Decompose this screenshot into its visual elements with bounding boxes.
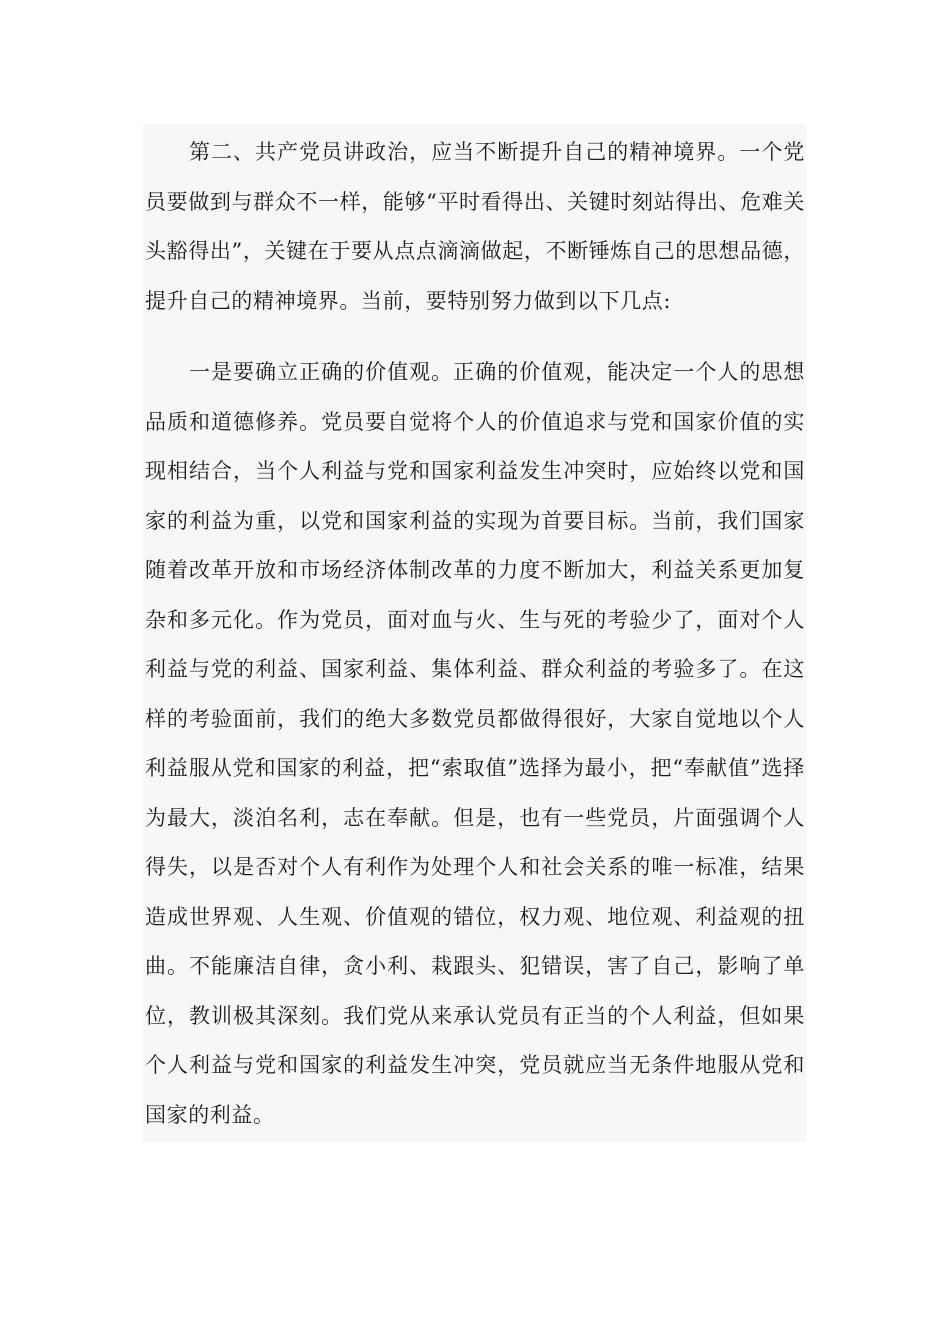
paragraph-second-point: 第二、共产党员讲政治，应当不断提升自己的精神境界。一个党员要做到与群众不一样，能够“平时看得出、关键时刻站得出、危难关头豁得出”，关键在于要从点点滴滴做起，不断锤炼自己的思想品德，提升自己的精神境界。当前，要特别努力做到以下几点: [145,140,805,313]
paragraph-values: 一是要确立正确的价值观。正确的价值观，能决定一个人的思想品质和道德修养。党员要自觉将个人的价值追求与党和国家价值的实现相结合，当个人利益与党和国家利益发生冲突时，应始终以党和国家的利益为重，以党和国家利益的实现为首要目标。当前，我们国家随着改革开放和市场经济体制改革的力度不断加大，利益关系更加复杂和多元化。作为党员，面对血与火、生与死的考验少了，面对个人利益与党的利益、国家利益、集体利益、群众利益的考验多了。在这样的考验面前，我们的绝大多数党员都做得很好，大家自觉地以个人利益服从党和国家的利益，把“索取值”选择为最小，把“奉献值”选择为最大，淡泊名利，志在奉献。但是，也有一些党员，片面强调个人得失，以是否对个人有利作为处理个人和社会关系的唯一标准，结果造成世界观、人生观、价值观的错位，权力观、地位观、利益观的扭曲。不能廉洁自律，贪小利、栽跟头、犯错误，害了自己，影响了单位，教训极其深刻。我们党从来承认党员有正当的个人利益，但如果个人利益与党和国家的利益发生冲突，党员就应当无条件地服从党和国家的利益。 [145,360,805,1127]
